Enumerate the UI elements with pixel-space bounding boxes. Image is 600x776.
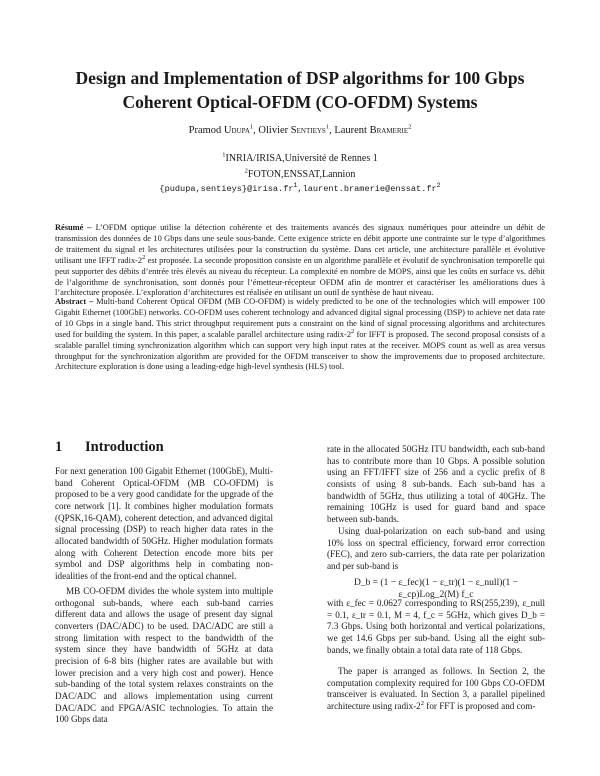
intro-paragraph-1: For next generation 100 Gigabit Ethernet (100GbE), Multi-band Coherent Optical-OFDM (MB CO-OFDM) is proposed to be a very good candidate for the upgrade of the core network [1]. It combines higher modulation formats (QPSK,16-QAM), coherent detection, and advanced digital signal processing (DSP) to reach higher data rates in the allocated bandwidth of 50GHz. Higher modulation formats along with Coherent Detection encode more bits per symbol and DSP algorithms help in combating non-idealities of the front-end and the optical channel. — [55, 466, 273, 581]
intro-paragraph-5: with ε_fec = 0.0627 corresponding to RS(255,239), ε_null = 0.1, ε_tr = 0.1, M = 4, f_c = 5GHz, which gives D_b = 7.3 Gbps. Using both horizontal and vertical polarizations, we get 14.6 Gbps per sub-band. Using all the eight sub-bands, we finally obtain a total data rate of 118 Gbps. — [327, 598, 545, 655]
affiliation-1-sup: 1 — [222, 151, 226, 159]
abstract-paragraph — [55, 297, 545, 373]
email-line — [30, 183, 570, 196]
email-sup-2: 2 — [436, 182, 441, 190]
author-1-first: Pramod — [188, 125, 222, 136]
author-1-sup: 1 — [249, 123, 254, 131]
resume-text-1: L’OFDM optique utilise la détection cohérente et des traitements avancés des signaux numériques pour atteindre un débit de transmission des données de 10 Gbps dans une seule sous-bande. Cette exigence stricte en débit apporte une contrainte sur le type d’algorithmes de traitement du signal et les architectures utilisées pour la construction du système. Dans cet article, une architecture parallèle et évolutive utilisant une IFFT radix-2 — [55, 223, 545, 265]
paper-title — [30, 66, 570, 114]
author-1-last: Udupa — [223, 125, 250, 136]
abstract-label: Abstract – — [55, 297, 94, 306]
author-3-last: Bramerie — [369, 125, 409, 136]
section-title: Introduction — [85, 439, 164, 455]
email-part-1: {pudupa,sentieys}@irisa.fr — [159, 184, 294, 194]
author-2-sup: 1 — [325, 123, 330, 131]
author-list: Pramod Udupa$^1$, Olivier Sentieys$^1$, Laurent Bramerie$^2$ — [188, 123, 412, 136]
intro-paragraph-6 — [327, 666, 545, 713]
intro-paragraph-6-end: for FFT is proposed and com- — [424, 700, 536, 711]
author-3-first: Laurent — [334, 125, 367, 136]
section-number: 1 — [55, 439, 63, 455]
title-line-2: Coherent Optical-OFDM (CO-OFDM) Systems — [122, 92, 478, 112]
author-2-last: Sentieys — [290, 125, 326, 136]
section-heading-introduction — [55, 439, 164, 456]
author-3-sup: 2 — [408, 123, 412, 131]
affiliation-2-text: FOTON,ENSSAT,Lannion — [247, 169, 356, 180]
data-rate-formula: D_b = (1 − ε_fec)(1 − ε_tr)(1 − ε_null)(1 − ε_cp)Log_2(M) f_c — [353, 578, 519, 600]
resume-sup: 2 — [142, 253, 146, 261]
intro-paragraph-6-text: The paper is arranged as follows. In Section 2, the computation complexity required for 100 Gbps CO-OFDM transceiver is evaluated. In Section 3, a parallel pipelined architecture using radix-2 — [327, 666, 545, 711]
intro-paragraph-6-sup: 2 — [420, 699, 424, 707]
affiliation-2 — [30, 168, 570, 181]
intro-paragraph-4: Using dual-polarization on each sub-band and using 10% loss on spectral efficiency, forward error correction (FEC), and zero sub-carriers, the data rate per polarization and per sub-band is — [327, 526, 545, 571]
author-2-first: Olivier — [258, 125, 289, 136]
resume-paragraph — [55, 223, 545, 299]
affiliation-2-sup: 2 — [244, 167, 248, 175]
abstract-text-2: for IFFT is proposed. The second proposal consists of a scalable parallel timing synchronization algorithm which can support very high input rates at the receiver. MOPS count as well as area versus throughput for the synchronization algorithm are provided for the OFDM transceiver to show the improvements due to proposed architecture. Architecture exploration is done using a leading-edge high-level synthesis (HLS) tool. — [55, 329, 545, 372]
abstract-sup: 2 — [351, 327, 355, 335]
affiliation-1-text: INRIA/IRISA,Université de Rennes 1 — [225, 153, 378, 164]
title-line-1: Design and Implementation of DSP algorithms for 100 Gbps — [75, 68, 525, 88]
resume-text-2: est proposée. La seconde proposition consiste en un algorithme parallèle et évolutif de synchronisation temporelle qui peut supporter des débits d’entrée très élevés au niveau du récepteur. La complexité en nombre de MOPS, ainsi que les coûts en surface vs. débit de l’algorithme de synchronisation, sont donnés pour l’émetteur-récepteur OFDM afin de montrer et caractériser les améliorations dues à l’architecture proposée. L’exploration d’architectures est réalisée en utilisant un outil de synthèse de haut niveau. — [55, 255, 545, 298]
email-part-2: ,laurent.bramerie@enssat.fr — [297, 184, 437, 194]
abstract-text-1: Multi-band Coherent Optical OFDM (MB CO-OFDM) is widely predicted to be one of the technologies which will empower 100 Gigabit Ethernet (100GbE) networks. CO-OFDM uses coherent technology and advanced digital signal processing (DSP) to achieve net data rate of 10 Gbps in a single band. This strict throughput requirement puts a constraint on the kind of signal processing algorithms and architectures used for building the system. In this paper, a scalable parallel architecture using radix-2 — [55, 297, 545, 339]
affiliation-1 — [30, 152, 570, 165]
email-sup-1: 1 — [293, 182, 298, 190]
resume-label: Résumé – — [55, 223, 92, 232]
intro-paragraph-3: rate in the allocated 50GHz ITU bandwidth, each sub-band has to contribute more than 10 Gbps. A possible solution using an FFT/IFFT size of 256 and a cyclic prefix of 8 consists of using 8 sub-bands. Each sub-band has a bandwidth of 5GHz, thus utilizing a total of 40GHz. The remaining 10GHz is used for guard band and space between sub-bands. — [327, 444, 545, 524]
intro-paragraph-2: MB CO-OFDM divides the whole system into multiple orthogonal sub-bands, where each sub-band carries different data and allows the usage of present day signal converters (DAC/ADC) to be used. DAC/ADC are still a strong limitation with respect to the bandwidth of the system since they have bandwidth of 5GHz at data precision of 6-8 bits (higher rates are available but with lower precision and a very high cost and power). Hence sub-banding of the total system relaxes constraints on the DAC/ADC and allows implementation using current DAC/ADC and FPGA/ASIC technologies. To attain the 100 Gbps data — [55, 586, 273, 725]
